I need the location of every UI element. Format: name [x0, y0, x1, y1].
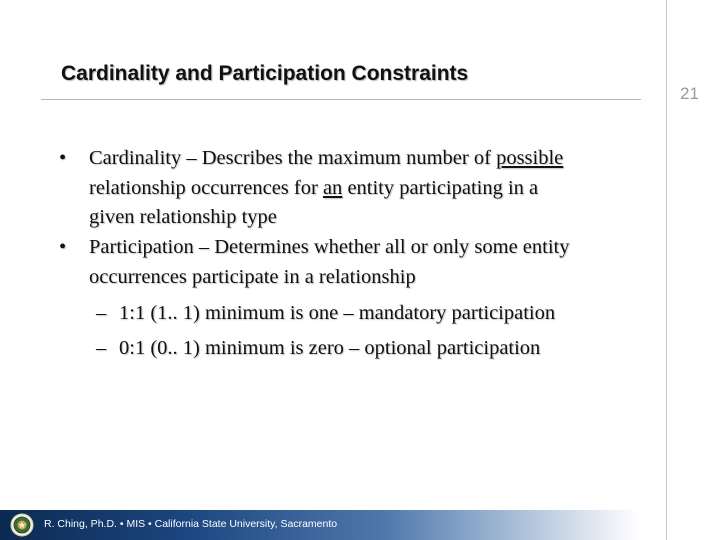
- page-number: 21: [680, 84, 699, 103]
- slide-title: Cardinality and Participation Constraints: [61, 62, 469, 85]
- bullet-1-emphasis-an: an: [322, 176, 343, 199]
- bullet-marker: •: [59, 147, 67, 169]
- title-rule: [41, 99, 641, 100]
- university-seal-icon: [10, 513, 34, 537]
- sub-bullet-2: 0:1 (0.. 1) minimum is zero – optional participation: [119, 337, 541, 359]
- bullet-2-line-1: Participation – Determines whether all or only some entity: [89, 236, 570, 258]
- bullet-1-line-2-lead: relationship occurrences for: [89, 176, 323, 199]
- bullet-1-line-1: [89, 144, 563, 174]
- slide-divider-vertical: [666, 0, 667, 540]
- footer-bar: [0, 510, 666, 540]
- sub-bullet-marker: –: [96, 337, 107, 359]
- bullet-1-lead: Cardinality – Describes the maximum number of: [89, 147, 497, 169]
- bullet-1-line-2: [89, 174, 538, 204]
- bullet-1-line-2-tail: entity participating in a: [342, 176, 539, 199]
- sub-bullet-marker: –: [96, 302, 107, 324]
- bullet-1-line-3: given relationship type: [89, 206, 277, 228]
- bullet-1-emphasis-possible: possible: [496, 147, 564, 169]
- bullet-2-line-2: occurrences participate in a relationship: [89, 265, 416, 288]
- sub-bullet-1: 1:1 (1.. 1) minimum is one – mandatory participation: [119, 302, 556, 324]
- footer-credit: R. Ching, Ph.D. • MIS • California State University, Sacramento: [44, 518, 338, 530]
- bullet-marker: •: [59, 236, 67, 258]
